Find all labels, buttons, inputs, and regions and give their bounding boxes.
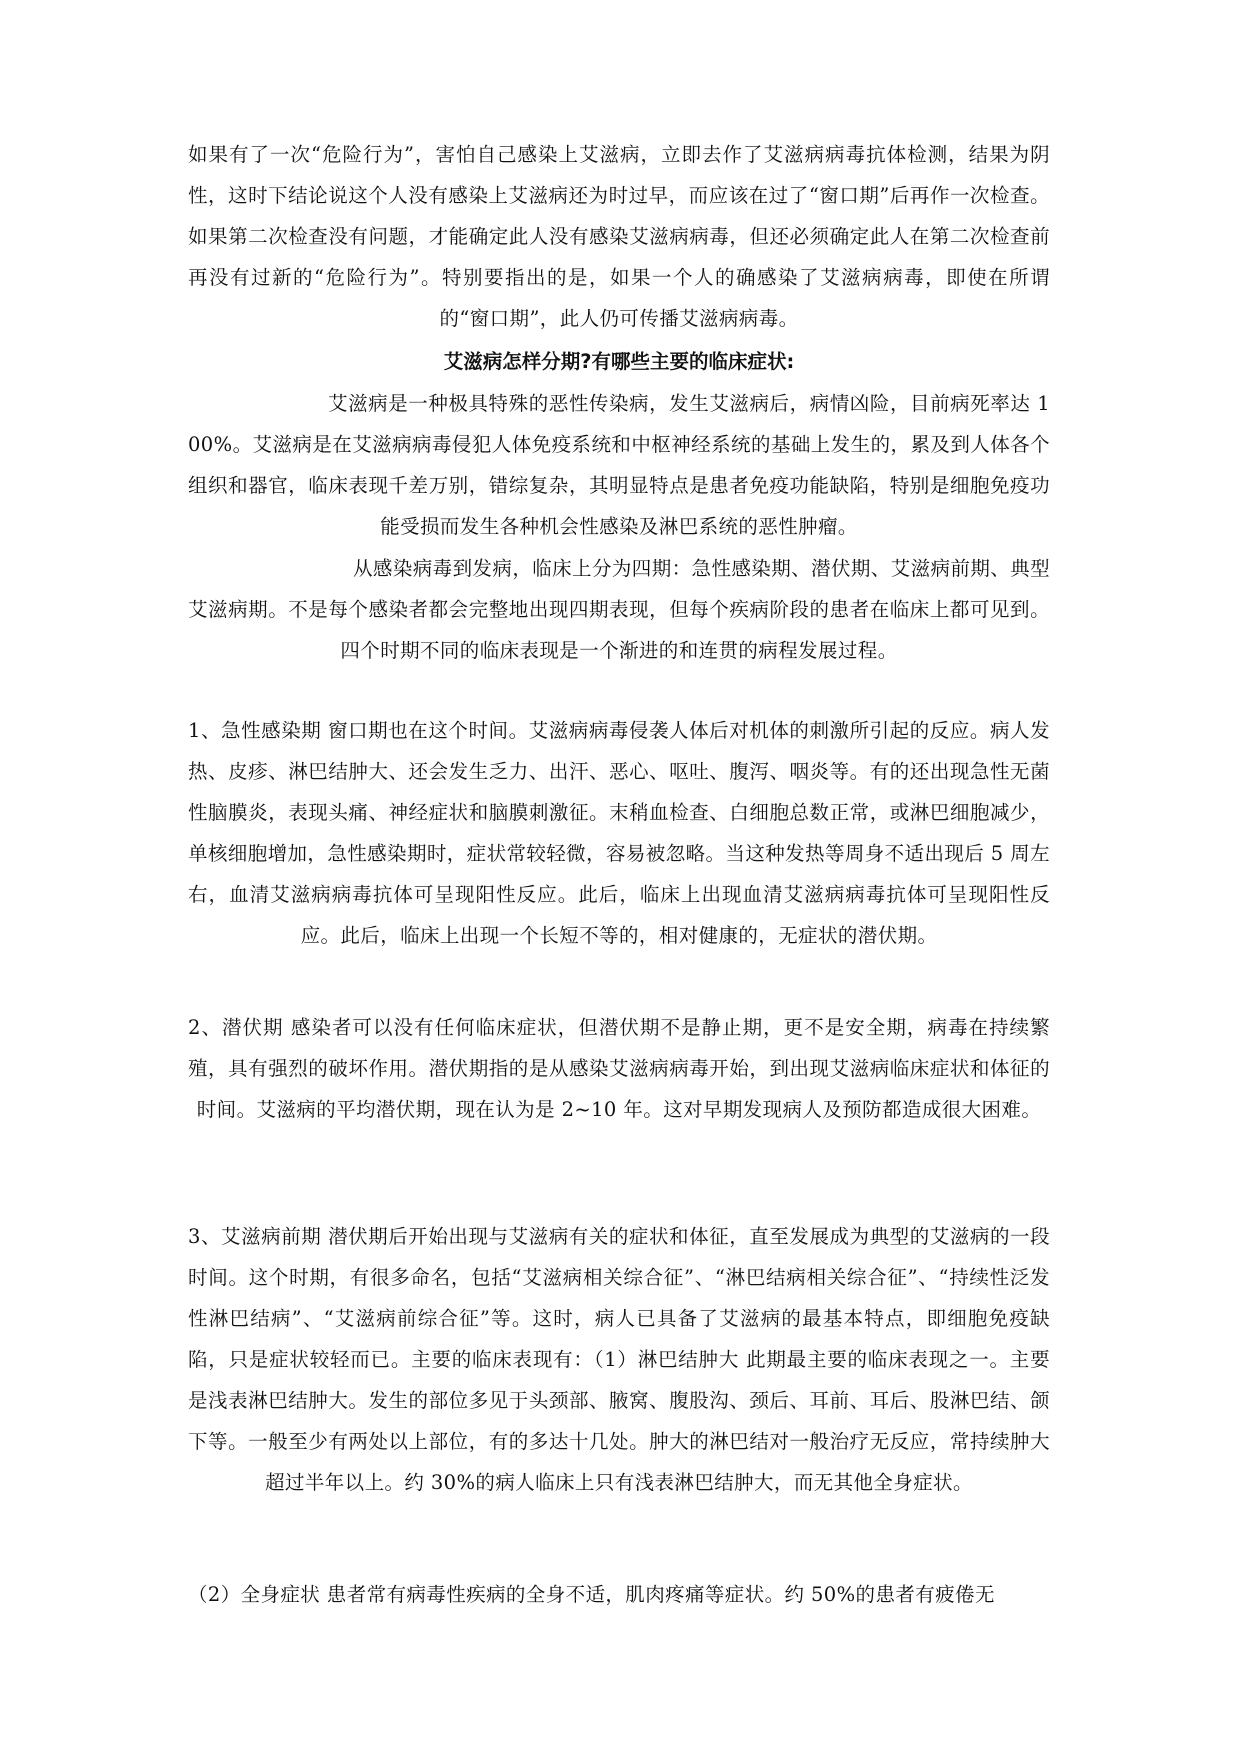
intro-paragraph: 如果有了一次“危险行为”，害怕自己感染上艾滋病，立即去作了艾滋病病毒抗体检测，结果为阴性，这时下结论说这个人没有感染上艾滋病还为时过早，而应该在过了“窗口期”后再作一次检查。如果第二次检查没有问题，才能确定此人没有感染艾滋病病毒，但还必须确定此人在第二次检查前再没有过新的“危险行为”。特别要指出的是，如果一个人的确感染了艾滋病病毒，即使在所谓的“窗口期”，此人仍可传播艾滋病病毒。 [188, 143, 1050, 330]
stage2-paragraph: 2、潜伏期 感染者可以没有任何临床症状，但潜伏期不是静止期，更不是安全期，病毒在持续繁殖，具有强烈的破坏作用。潜伏期指的是从感染艾滋病病毒开始，到出现艾滋病临床症状和体征的时间。艾滋病的平均潜伏期，现在认为是 2~10 年。这对早期发现病人及预防都造成很大困难。 [188, 1016, 1050, 1121]
stage3-paragraph: 3、艾滋病前期 潜伏期后开始出现与艾滋病有关的症状和体征，直至发展成为典型的艾滋病的一段时间。这个时期，有很多命名，包括“艾滋病相关综合征”、“淋巴结病相关综合征”、“持续性泛发性淋巴结病”、“艾滋病前综合征”等。这时，病人已具备了艾滋病的最基本特点，即细胞免疫缺陷，只是症状较轻而已。主要的临床表现有：（1）淋巴结肿大 此期最主要的临床表现之一。主要是浅表淋巴结肿大。发生的部位多见于头颈部、腋窝、腹股沟、颈后、耳前、耳后、股淋巴结、颌下等。一般至少有两处以上部位，有的多达十几处。肿大的淋巴结对一般治疗无反应，常持续肿大超过半年以上。约 30%的病人临床上只有浅表淋巴结肿大，而无其他全身症状。 [188, 1225, 1050, 1494]
overview-paragraph: 艾滋病是一种极具特殊的恶性传染病，发生艾滋病后，病情凶险，目前病死率达 100%。艾滋病是在艾滋病病毒侵犯人体免疫系统和中枢神经系统的基础上发生的，累及到人体各个组织和器官，临床表现千差万别，错综复杂，其明显特点是患者免疫功能缺陷，特别是细胞免疫功能受损而发生各种机会性感染及淋巴系统的恶性肿瘤。 [188, 392, 1050, 538]
stages-paragraph: 从感染病毒到发病，临床上分为四期：急性感染期、潜伏期、艾滋病前期、典型艾滋病期。不是每个感染者都会完整地出现四期表现，但每个疾病阶段的患者在临床上都可见到。四个时期不同的临床表现是一个渐进的和连贯的病程发展过程。 [188, 557, 1050, 662]
section-heading: 艾滋病怎样分期?有哪些主要的临床症状: [443, 350, 795, 373]
stage1-paragraph: 1、急性感染期 窗口期也在这个时间。艾滋病病毒侵袭人体后对机体的刺激所引起的反应。病人发热、皮疹、淋巴结肿大、还会发生乏力、出汗、恶心、呕吐、腹泻、咽炎等。有的还出现急性无菌性脑膜炎，表现头痛、神经症状和脑膜刺激征。末稍血检查、白细胞总数正常，或淋巴细胞减少，单核细胞增加，急性感染期时，症状常较轻微，容易被忽略。当这种发热等周身不适出现后 5 周左右，血清艾滋病病毒抗体可呈现阳性反应。此后，临床上出现血清艾滋病病毒抗体可呈现阳性反应。此后，临床上出现一个长短不等的，相对健康的，无症状的潜伏期。 [188, 719, 1050, 947]
symptoms-paragraph: （2）全身症状 患者常有病毒性疾病的全身不适，肌肉疼痛等症状。约 50%的患者有疲倦无 [188, 1583, 995, 1606]
